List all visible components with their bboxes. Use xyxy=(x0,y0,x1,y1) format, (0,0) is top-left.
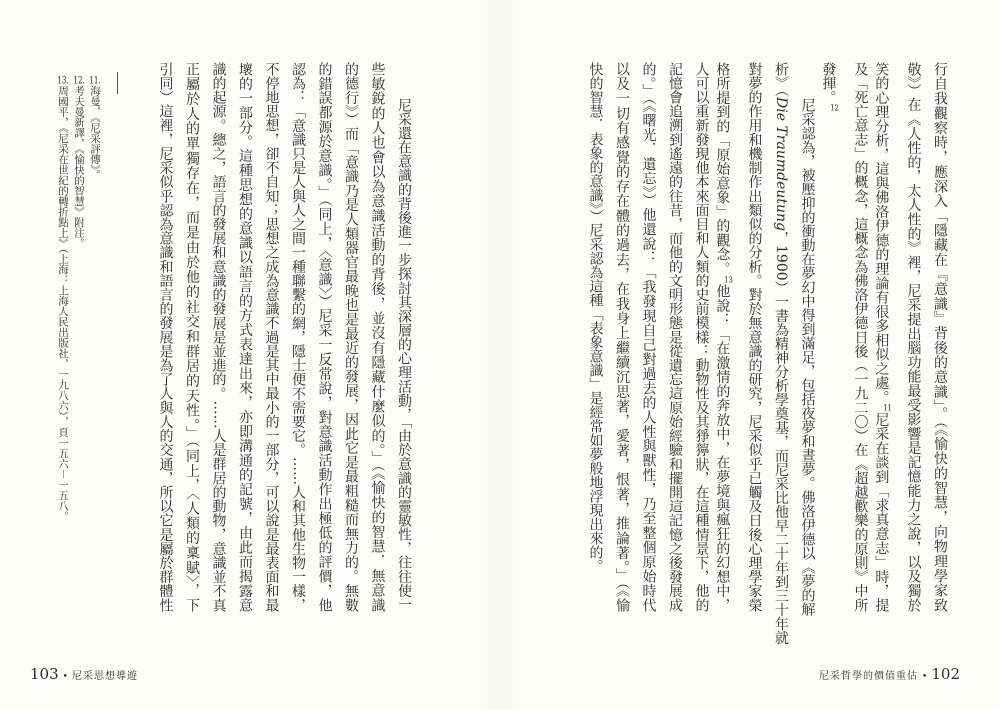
footnote xyxy=(71,75,87,595)
column-text: 不停地思想，卻不自知；思想之成為意識不過是其中最小的一部分，可以說是最表面和最 xyxy=(263,62,280,612)
column-text: 人可以重新發現他本來面目和人類的史前模樣：動物性及其猙獰狀，在這種情景下，他的 xyxy=(693,62,710,612)
text-column xyxy=(768,62,795,645)
column-text: 快的智慧．表象的意識》）尼采認為這種「表象意識」是經常如夢般地浮現出來的。 xyxy=(587,62,604,573)
column-text: ，1900）一書為精神分析學奠基，而尼采比他早二十年到三十年就 xyxy=(773,231,789,645)
text-column xyxy=(874,62,901,612)
footnote-rule xyxy=(117,72,118,94)
column-text: 的錯誤都源於意識。」（同上，〈意識〉）尼采一反常說，對意識活動作出極低的評價，他 xyxy=(316,62,333,612)
text-column xyxy=(741,62,768,612)
footnote xyxy=(87,75,103,595)
column-text: 尼采在談到「求真意志」時，提 xyxy=(873,412,890,612)
text-column xyxy=(285,62,312,612)
book-title-latin: Die Traumdeutung xyxy=(773,97,789,231)
text-column xyxy=(609,62,636,612)
column-text: 引同）這裡，尼采似乎認為意識和語言的發展是為了人與人的交通，所以它是屬於群體性 xyxy=(157,62,174,612)
column-text: 對夢的作用和機制作出類似的分析。對於無意識的研究，尼采似乎已觸及日後心理學家榮 xyxy=(746,62,763,612)
column-text: 發揮。 xyxy=(820,62,837,104)
column-text: 以及一切有感覺的存在體的過去，在我身上繼續沉思著，愛著，恨著，推論著。」（《愉 xyxy=(614,62,630,612)
column-text: 行自我觀察時，應深入「隱藏在『意識』背後的意識」。（《愉快的智慧，向物理學家致 xyxy=(932,62,948,612)
text-column xyxy=(152,62,179,612)
footnote-number: 12. xyxy=(73,75,85,86)
column-text: 敬》）在《人性的，太人性的》裡，尼采提出腦功能最受影響是記憶能力之說，以及獨於 xyxy=(905,62,922,612)
text-column xyxy=(338,62,365,612)
footnote-ref: 12 xyxy=(830,104,839,112)
column-text: 識的起源。總之，語言的發展和意識的發展是並進的。……人是群居的動物，意識並不真 xyxy=(210,62,227,612)
right-page-body xyxy=(582,62,953,645)
left-page-footer xyxy=(30,664,138,683)
column-text: 他說：「在激情的奔放中，在夢境與瘋狂的幻想中， xyxy=(714,284,731,612)
text-column xyxy=(688,62,715,612)
column-text: 些敏銳的人也會以為意識活動的背後，並沒有隱藏什麼似的。」（《愉快的智慧．無意識 xyxy=(369,62,386,612)
page-number: 103 xyxy=(30,665,59,683)
column-text: 尼采認為，被壓抑的衝動在夢幻中得到滿足，包括夜夢和晝夢。佛洛伊德以《夢的解 xyxy=(799,98,816,617)
footnote xyxy=(55,75,71,595)
text-column xyxy=(179,62,206,612)
text-column xyxy=(821,62,848,612)
running-title: 尼采哲學的價值重估 xyxy=(819,671,919,682)
text-column xyxy=(635,62,662,612)
page-number: 102 xyxy=(931,665,960,683)
right-page-footer xyxy=(819,664,960,683)
text-column xyxy=(927,62,954,612)
text-column xyxy=(364,62,391,612)
column-text: 笑的心理分析，這與佛洛伊德的理論有很多相似之處。 xyxy=(873,62,890,405)
text-column xyxy=(582,62,609,612)
text-column xyxy=(205,62,232,612)
column-text: 及「死亡意志」的概念，這概念為佛洛伊德日後（一九二〇）在《超越歡樂的原則》中所 xyxy=(852,62,869,612)
text-column xyxy=(847,62,874,612)
footnote-ref: 13 xyxy=(724,275,733,284)
footnote-text: 海曼，《尼采評傳》。 xyxy=(89,85,101,180)
footnote-number: 13. xyxy=(57,75,69,86)
paragraph-start-column xyxy=(391,62,418,612)
column-text: 的德行》）而「意識乃是人類器官最晚也是最近的發展，因此它是最粗糙而無力的。無數 xyxy=(343,62,359,612)
footer-separator: • xyxy=(62,672,68,682)
column-text: 析》（ xyxy=(773,62,789,97)
column-text: 認為：「意識只是人與人之間一種聯繫的網，隱士便不需要它。……人和其他生物一樣， xyxy=(290,62,306,612)
column-text: 記憶會追溯到遙遠的往昔，而他的文明形態是從遺忘這原始經驗和擺開這記憶之後發展成 xyxy=(667,62,683,612)
footnote-text: 周國平，《尼采在世紀的轉折點上》（上海：上海人民出版社，一九八六），頁一五六－一五八。 xyxy=(57,85,69,522)
book-gutter xyxy=(470,0,530,709)
footnote-text: 考夫曼新譯，《愉快的智慧》附注。 xyxy=(73,85,85,249)
text-column xyxy=(715,62,742,612)
column-text: 的。」（《曙光．遺忘》）他還說：「我發現自己對過去的人性與獸性，乃至整個原始時代 xyxy=(640,62,657,612)
column-text: 格所提到的「原始意象」的觀念。 xyxy=(714,62,731,276)
footnotes xyxy=(55,75,103,595)
text-column xyxy=(258,62,285,612)
text-column xyxy=(662,62,689,612)
column-text: 壞的一部分。這種思想的意識以語言的方式表達出來，亦即溝通的記號，由此而揭露意 xyxy=(237,62,253,612)
text-column xyxy=(900,62,927,612)
running-title: 尼采思想導遊 xyxy=(71,671,138,682)
column-text: 尼采還在意識的背後進一步探討其深層的心理活動，「由於意識的靈敏性，往往使一 xyxy=(396,98,412,612)
column-text: 正屬於人的單獨存在，而是由於他的社交和群居的天性。」（同上，〈人類的稟賦〉，下 xyxy=(184,62,200,612)
footer-separator: • xyxy=(922,672,928,682)
text-column xyxy=(232,62,259,612)
footnote-ref: 11 xyxy=(883,404,892,413)
footnote-number: 11. xyxy=(89,75,101,86)
paragraph-start-column xyxy=(794,62,821,617)
text-column xyxy=(311,62,338,612)
left-page-body xyxy=(152,62,417,612)
